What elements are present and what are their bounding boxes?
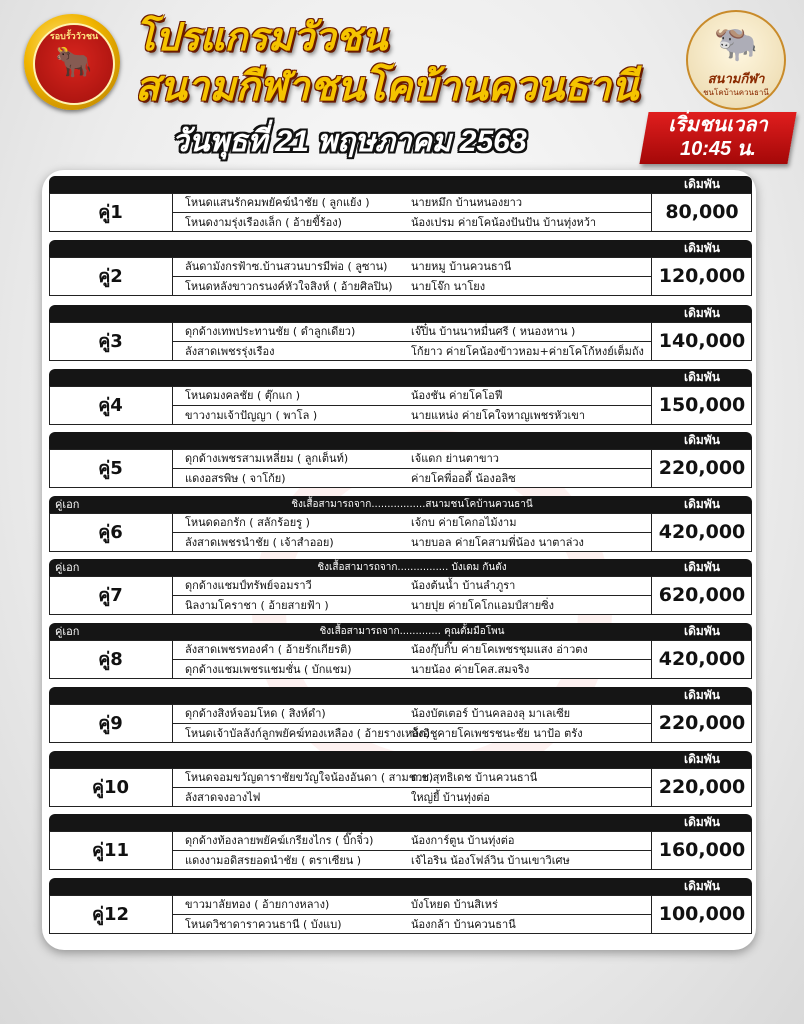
- bull-owner-1: น้องการ์ตูน บ้านทุ่งต่อ: [411, 834, 515, 847]
- bull-name-2: ดุกด้างแชมเพชรแชมชั่น ( บักแชม): [185, 663, 352, 676]
- match-title: [49, 751, 171, 768]
- bull-owner-1: นายหมึก บ้านหนองยาว: [411, 196, 523, 209]
- bull-head-icon: 🐃: [713, 23, 759, 64]
- pair-label: คู่10: [49, 768, 173, 807]
- bet-label: เดิมพัน: [684, 879, 720, 893]
- bull-name-1: โหนดแสนรักคมพยัคฆ์นำชัย ( ลูกแย้ง ): [185, 196, 370, 209]
- bull-row-1: [173, 576, 651, 596]
- bull-row-2: [173, 724, 651, 743]
- bull-name-1: ดุกด้างแชมป์ทรัพย์จอมราวี: [185, 579, 312, 592]
- pair-label: คู่6: [49, 513, 173, 552]
- bull-row-2: [173, 469, 651, 488]
- pair-label: คู่8: [49, 640, 173, 679]
- match-title: [49, 176, 171, 193]
- event-date: วันพุธที่ 21 พฤษภาคม 2568: [172, 125, 527, 158]
- bull-row-1: [173, 322, 651, 342]
- bull-name-1: โหนดจอมขวัญดาราชัยขวัญใจน้องอันดา ( สามชาย): [185, 771, 434, 784]
- bet-label: เดิมพัน: [684, 624, 720, 638]
- title-line2: สนามกีฬาชนโคบ้านควนธานี: [135, 65, 639, 109]
- match-title: [49, 240, 171, 257]
- bull-row-1: [173, 768, 651, 788]
- pair-label: คู่9: [49, 704, 173, 743]
- bull-name-2: นิลงามโคราชา ( อ้ายสายฟ้า ): [185, 599, 329, 612]
- bull-name-2: ลังสาดเพชรรุ่งเรือง: [185, 345, 275, 358]
- match-prize-note: [173, 814, 651, 831]
- bet-amount: 420,000: [651, 640, 752, 679]
- match-title: [49, 305, 171, 322]
- bet-label: เดิมพัน: [684, 560, 720, 574]
- bull-owner-1: น้องบัตเตอร์ บ้านคลองลุ มาเลเซีย: [411, 707, 571, 720]
- match-block: [49, 240, 752, 296]
- bet-label: เดิมพัน: [684, 370, 720, 384]
- match-block: [49, 176, 752, 232]
- bull-row-1: [173, 640, 651, 660]
- logo-right-title: สนามกีฬา: [707, 72, 765, 87]
- bull-owner-1: น้องกุ๊บกิ๊บ ค่ายโคเพชรชุมแสง อ่าวตง: [411, 643, 588, 656]
- match-title: [49, 878, 171, 895]
- match-prize-note: [173, 432, 651, 449]
- bull-owner-1: น้องต้นน้ำ บ้านลำภูรา: [411, 579, 516, 592]
- bull-owner-1: เจ้แดก ย่านตาขาว: [411, 452, 499, 465]
- bull-name-1: ดุกด้างเทพประทานชัย ( ดำลูกเดียว): [185, 325, 356, 338]
- match-block: [49, 559, 752, 615]
- match-title: คู่เอก: [55, 625, 80, 638]
- match-title: [49, 687, 171, 704]
- pair-label: คู่5: [49, 449, 173, 488]
- bull-row-1: [173, 831, 651, 851]
- bet-amount: 120,000: [651, 257, 752, 296]
- bull-owner-1: ด.ช.สุทธิเดช บ้านควนธานี: [411, 771, 538, 784]
- bull-owner-2: นายปุย ค่ายโคโกแอมป์สายซิ่ง: [411, 599, 554, 612]
- match-prize-note: ชิงเสื้อสามารถจาก.................สนามชนโคบ้านควนธานี: [291, 499, 533, 510]
- bull-owner-1: น้องชัน ค่ายโคโอฟี: [411, 389, 503, 402]
- bull-row-2: [173, 788, 651, 807]
- bet-amount: 100,000: [651, 895, 752, 934]
- match-block: [49, 369, 752, 425]
- bet-amount: 140,000: [651, 322, 752, 361]
- bet-amount: 220,000: [651, 768, 752, 807]
- match-block: [49, 623, 752, 679]
- logo-right-subtitle: ชนโคบ้านควนธานี: [703, 88, 769, 97]
- bull-owner-2: บังอิชูคายโคเพชรชนะชัย นาป้อ ตรัง: [411, 727, 583, 740]
- bet-label: เดิมพัน: [684, 241, 720, 255]
- pair-label: คู่7: [49, 576, 173, 615]
- bet-label: เดิมพัน: [684, 497, 720, 511]
- bet-label: เดิมพัน: [684, 752, 720, 766]
- bull-row-2: [173, 342, 651, 361]
- bull-row-1: [173, 257, 651, 277]
- bull-owner-2: นายน้อง ค่ายโคส.สมจริง: [411, 663, 530, 676]
- match-prize-note: [173, 305, 651, 322]
- match-prize-note: [173, 176, 651, 193]
- bet-amount: 150,000: [651, 386, 752, 425]
- bull-row-1: [173, 704, 651, 724]
- bull-row-2: [173, 660, 651, 679]
- bull-name-2: โหนดหลังขาวกรนงค์หัวใจสิงห์ ( อ้ายศิลปิน): [185, 280, 393, 293]
- bull-name-1: ขาวมาลัยทอง ( อ้ายกางหลาง): [185, 898, 330, 911]
- bull-name-1: ดุกด้างท้องลายพยัคฆ์เกรียงไกร ( บิ๊กจิ๋ว): [185, 834, 374, 847]
- bull-owner-2: น้องเปรม ค่ายโคน้องปันปัน บ้านทุ่งหว้า: [411, 216, 597, 229]
- match-prize-note: [173, 369, 651, 386]
- bet-amount: 620,000: [651, 576, 752, 615]
- match-block: [49, 878, 752, 934]
- bull-owner-2: ค่ายโคพี่ออดี้ น้องอลิซ: [411, 472, 516, 485]
- match-block: [49, 496, 752, 552]
- bull-row-2: [173, 213, 651, 232]
- bull-owner-2: เจ้ไอริน น้องโฟล์วิน บ้านเขาวิเศษ: [411, 854, 570, 867]
- pair-label: คู่3: [49, 322, 173, 361]
- bet-label: เดิมพัน: [684, 177, 720, 191]
- bet-label: เดิมพัน: [684, 306, 720, 320]
- bull-owner-2: นายโจ๊ก นาโยง: [411, 280, 486, 293]
- match-block: [49, 432, 752, 488]
- bull-row-2: [173, 533, 651, 552]
- bull-row-1: [173, 895, 651, 915]
- bull-owner-2: โก้ยาว ค่ายโคน้องข้าวหอม+ค่ายโคโก้หงย์เต็มถัง: [411, 345, 644, 358]
- logo-left-text: รอบรั้ววัวชน: [49, 32, 99, 42]
- pair-label: คู่1: [49, 193, 173, 232]
- bull-owner-1: เจ้กบ ค่ายโคกอไม้งาม: [411, 516, 517, 529]
- match-prize-note: [173, 878, 651, 895]
- match-block: [49, 687, 752, 743]
- bull-name-2: แดงงามอดิสรยอดนำชัย ( ตราเซียน ): [185, 854, 362, 867]
- match-title: [49, 432, 171, 449]
- bull-name-1: โหนดมงคลชัย ( ตุ๊กแก ): [185, 389, 301, 402]
- logo-right: [686, 10, 786, 110]
- bet-label: เดิมพัน: [684, 433, 720, 447]
- bull-row-2: [173, 406, 651, 425]
- bet-amount: 80,000: [651, 193, 752, 232]
- bull-row-1: [173, 449, 651, 469]
- bull-name-1: ลังสาดเพชรทองคำ ( อ้ายรักเกียรติ): [185, 643, 352, 656]
- bull-icon: 🐂: [55, 45, 93, 80]
- bull-row-2: [173, 915, 651, 934]
- match-prize-note: [173, 240, 651, 257]
- bet-amount: 420,000: [651, 513, 752, 552]
- match-title: [49, 814, 171, 831]
- bull-name-2: ลังสาดเพชรนำชัย ( เจ้าสำออย): [185, 536, 334, 549]
- bet-label: เดิมพัน: [684, 688, 720, 702]
- match-prize-note: [173, 687, 651, 704]
- match-block: [49, 305, 752, 361]
- start-time: 10:45 น.: [680, 138, 756, 160]
- pair-label: คู่2: [49, 257, 173, 296]
- bull-name-2: แดงอสรพิษ ( จาโก้ย): [185, 472, 286, 485]
- bull-owner-2: ใหญ่ยี้ บ้านทุ่งต่อ: [411, 791, 490, 804]
- match-block: [49, 751, 752, 807]
- bet-label: เดิมพัน: [684, 815, 720, 829]
- match-title: คู่เอก: [55, 561, 80, 574]
- bull-name-2: โหนดงามรุ่งเรืองเล็ก ( อ้ายขี้ร้อง): [185, 216, 342, 229]
- bull-row-1: [173, 193, 651, 213]
- bull-owner-1: เจ๊ปิ๋น บ้านนาหมื่นศรี ( หนองหาน ): [411, 325, 576, 338]
- bull-row-2: [173, 851, 651, 870]
- match-prize-note: ชิงเสื้อสามารถจาก............. คุณตั้มมือโพน: [319, 626, 505, 637]
- bull-row-2: [173, 277, 651, 296]
- match-title: คู่เอก: [55, 498, 80, 511]
- bull-row-1: [173, 513, 651, 533]
- bet-amount: 160,000: [651, 831, 752, 870]
- pair-label: คู่4: [49, 386, 173, 425]
- start-time-text: [644, 113, 792, 161]
- bull-name-2: โหนดวิชาดาราควนธานี ( บังแบ): [185, 918, 342, 931]
- bull-owner-1: นายหมู บ้านควนธานี: [411, 260, 512, 273]
- pair-label: คู่11: [49, 831, 173, 870]
- bull-name-2: ลังสาดจงอางไฟ: [185, 791, 261, 804]
- bull-name-1: ดุกด้างสิงห์จอมโหด ( สิงห์ดำ): [185, 707, 326, 720]
- bull-row-2: [173, 596, 651, 615]
- bull-name-2: ขาวงามเจ้าปัญญา ( พาโล ): [185, 409, 318, 422]
- bull-owner-2: นายบอล ค่ายโคสามพี่น้อง นาตาล่วง: [411, 536, 584, 549]
- bull-owner-2: น้องกล้า บ้านควนธานี: [411, 918, 516, 931]
- pair-label: คู่12: [49, 895, 173, 934]
- bull-name-1: โหนดดอกรัก ( สลักร้อยรู ): [185, 516, 310, 529]
- bet-amount: 220,000: [651, 449, 752, 488]
- bull-name-2: โหนดเจ้าบัลลังก์ลูกพยัคฆ์ทองเหลือง ( อ้ายรางเหล็ก): [185, 727, 430, 740]
- bull-owner-1: บังโหยด บ้านสิเหร่: [411, 898, 498, 911]
- bull-name-1: ลันดามังกรฟ้าซ.บ้านสวนบารมีพ่อ ( ลูซาน): [185, 260, 388, 273]
- bull-name-1: ดุกด้างเพชรสามเหลี่ยม ( ลูกเต็นท์): [185, 452, 349, 465]
- match-title: [49, 369, 171, 386]
- bet-amount: 220,000: [651, 704, 752, 743]
- title-line1: โปรแกรมวัวชน: [135, 17, 388, 59]
- match-prize-note: ชิงเสื้อสามารถจาก................ บังเดม กันตัง: [317, 562, 507, 573]
- logo-left: [24, 14, 120, 110]
- bull-row-1: [173, 386, 651, 406]
- header: [0, 0, 804, 175]
- start-label: เริ่มชนเวลา: [668, 114, 768, 136]
- match-block: [49, 814, 752, 870]
- match-prize-note: [173, 751, 651, 768]
- bull-owner-2: นายแหน่ง ค่ายโคใจหาญเพชรหัวเขา: [411, 409, 586, 422]
